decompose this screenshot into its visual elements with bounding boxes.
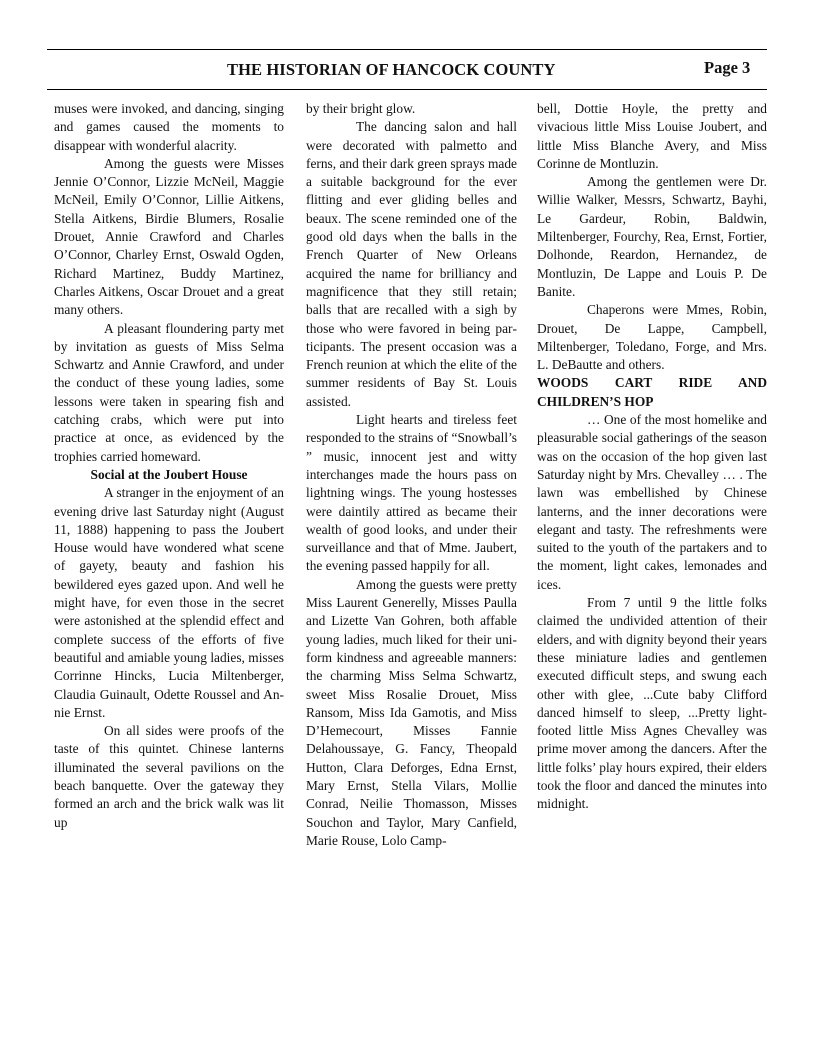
paragraph: A stranger in the enjoyment of an evening drive last Saturday night (August 11, 1888) happening to pass the Joubert House would have wondered what scene of gayety, beauty and fashion his bewildered eyes gazed upon. And well he might have, for even those in the secret were astonished at the splendid effect and complete success of the efforts of five beautiful and amiable young ladies, misses Corrinne Hincks, Lucia Miltenberger, Claudia Guinault, Odette Roussel and Annie Ernst.: [54, 485, 284, 720]
page-title: THE HISTORIAN OF HANCOCK COUNTY: [227, 60, 556, 79]
header-bottom-rule: [47, 89, 767, 90]
paragraph: muses were invoked, and dancing, singing and games caused the moments to disappear with wonderful alacrity.: [54, 101, 284, 153]
paragraph: Among the guests were Misses Jennie O’Connor, Lizzie McNeil, Maggie McNeil, Emily O’Connor, Lillie Aitkens, Stella Aitkens, Birdie Blumers, Rosalie Drouet, Annie Crawford and Charles O’Connor, Charley Ernst, Oswald Ogden, Richard Martinez, Buddy Martinez, Charles Aitkens, Oscar Drouet and a great many others.: [54, 155, 284, 318]
paragraph: by their bright glow.: [306, 101, 416, 116]
page-number: Page 3: [704, 58, 751, 77]
paragraph: Among the guests were pretty Miss Laurent Generelly, Misses Paulla and Lizette Van Gohren, both affable young ladies, much liked for their uniform kindness and agreeable manners: the charming Miss Selma Schwartz, sweet Miss Rosalie Drouet, Miss Ransom, Miss Ida Gamotis, and Miss D’Hemecourt, Misses Fannie Delahoussaye, G. Fancy, Theopald Hutton, Clara Deforges, Edna Ernst, Mary Ernst, Stella Vilars, Mollie Conrad, Neilie Thomasson, Misses Souchon and Taylor, Mary Canfield, Marie Rouse, Lolo Camp-: [306, 576, 517, 848]
paragraph: … One of the most homelike and pleasurable social gatherings of the season was on the occasion of the hop given last Saturday night by Mrs. Chevalley … . The lawn was embellished by Chinese lanterns, and the inner decorations were elegant and tasty. The refreshments were suited to the youth of the partakers and to the moment, light cakes, lemonades and ices.: [537, 412, 767, 592]
paragraph: A pleasant floundering party met by invitation as guests of Miss Selma Schwartz and Annie Crawford, and under the conduct of these young ladies, some lessons were taken in spearing fish and catching crabs, which were put into practice at once, as evidenced by the trophies carried homeward.: [54, 320, 284, 464]
article-column-3: [537, 100, 767, 814]
section-heading: WOODS CART RIDE AND CHILDREN’S HOP: [537, 375, 767, 409]
paragraph: On all sides were proofs of the taste of this quintet. Chinese lanterns illuminated the several pavilions on the beach banquette. Over the gateway they formed an arch and the brick walk was lit up: [54, 723, 284, 830]
article-column-2: [306, 100, 517, 850]
section-subheading: Social at the Joubert House: [90, 466, 248, 482]
paragraph: Chaperons were Mmes, Robin, Drouet, De Lappe, Campbell, Miltenberger, Toledano, Forge, and Mrs. L. DeBautte and others.: [537, 302, 767, 373]
paragraph: bell, Dottie Hoyle, the pretty and vivacious little Miss Louise Joubert, and little Miss Blanche Avery, and Miss Corinne de Montluzin.: [537, 101, 767, 171]
paragraph: The dancing salon and hall were decorated with palmetto and ferns, and their dark green sprays made a suitable background for the ever flitting and ever gliding belles and beaux. The scene reminded one of the good old days when the balls in the French Quarter of New Orleans acquired the name for brilliancy and magnificence that they still retain; balls that are recalled with a sigh by those who were favored in being participants. The present occasion was a French reunion at which the elite of the summer residents of Bay St. Louis assisted.: [306, 119, 517, 409]
article-column-1: [54, 100, 284, 832]
paragraph: Among the gentlemen were Dr. Willie Walker, Messrs, Schwartz, Bayhi, Le Gardeur, Robin, Baldwin, Miltenberger, Fourchy, Rea, Ernst, Fortier, Dolhonde, Reardon, Hernandez, de Montluzin, De Lappe and Louis P. De Banite.: [537, 174, 767, 299]
paragraph: From 7 until 9 the little folks claimed the undivided attention of their elders, and with dignity beyond their years these miniature ladies and gentlemen executed difficult steps, and swung each other with glee, ...Cute baby Clifford danced himself to sleep, ...Pretty light-footed little Miss Agnes Chevalley was prime mover among the dancers. After the little folks’ play hours expired, their elders took the floor and danced the minutes into midnight.: [537, 595, 767, 812]
paragraph: Light hearts and tireless feet responded to the strains of “Snowball’s ” music, innocent jest and witty interchanges made the hours pass on lightning wings. The young hostesses were daintily attired as became their wealth of good looks, and under their surveillance and that of Mme. Jaubert, the evening passed happily for all.: [306, 412, 517, 574]
header-top-rule: [47, 49, 767, 50]
